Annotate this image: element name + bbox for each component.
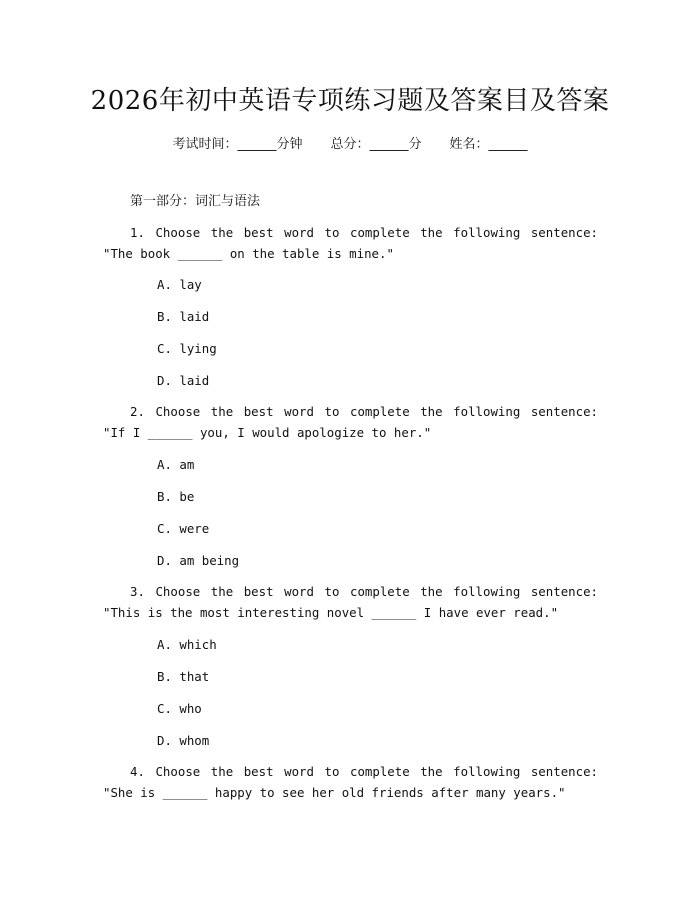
question-3-option-c: C. who — [157, 701, 202, 716]
question-2-option-d: D. am being — [157, 553, 240, 568]
question-3-option-a: A. which — [157, 637, 217, 652]
section-title: 第一部分：词汇与语法 — [130, 194, 261, 209]
question-3-option-b: B. that — [157, 669, 210, 684]
exam-time-field: 考试时间：______分钟 — [172, 137, 303, 152]
question-4: 4. Choose the best word to complete the following sentence: "She is ______ happy to see her old friends after many years." — [103, 764, 598, 800]
question-1-option-d: D. laid — [157, 373, 210, 388]
question-2-option-c: C. were — [157, 521, 210, 536]
total-score-field: 总分：______分 — [330, 137, 422, 152]
question-2-option-a: A. am — [157, 457, 195, 472]
question-2-option-b: B. be — [157, 489, 195, 504]
page-title: 2026年初中英语专项练习题及答案目及答案 — [90, 86, 610, 116]
exam-info-row — [0, 133, 700, 152]
question-1-option-a: A. lay — [157, 277, 202, 292]
question-1-option-c: C. lying — [157, 341, 217, 356]
question-2: 2. Choose the best word to complete the following sentence: "If I ______ you, I would apologize to her." — [103, 404, 598, 440]
question-1: 1. Choose the best word to complete the following sentence: "The book ______ on the table is mine." — [103, 225, 598, 261]
question-3: 3. Choose the best word to complete the following sentence: "This is the most interesting novel ______ I have ever read." — [103, 584, 598, 620]
name-field: 姓名：______ — [449, 137, 528, 152]
question-3-option-d: D. whom — [157, 733, 210, 748]
question-1-option-b: B. laid — [157, 309, 210, 324]
